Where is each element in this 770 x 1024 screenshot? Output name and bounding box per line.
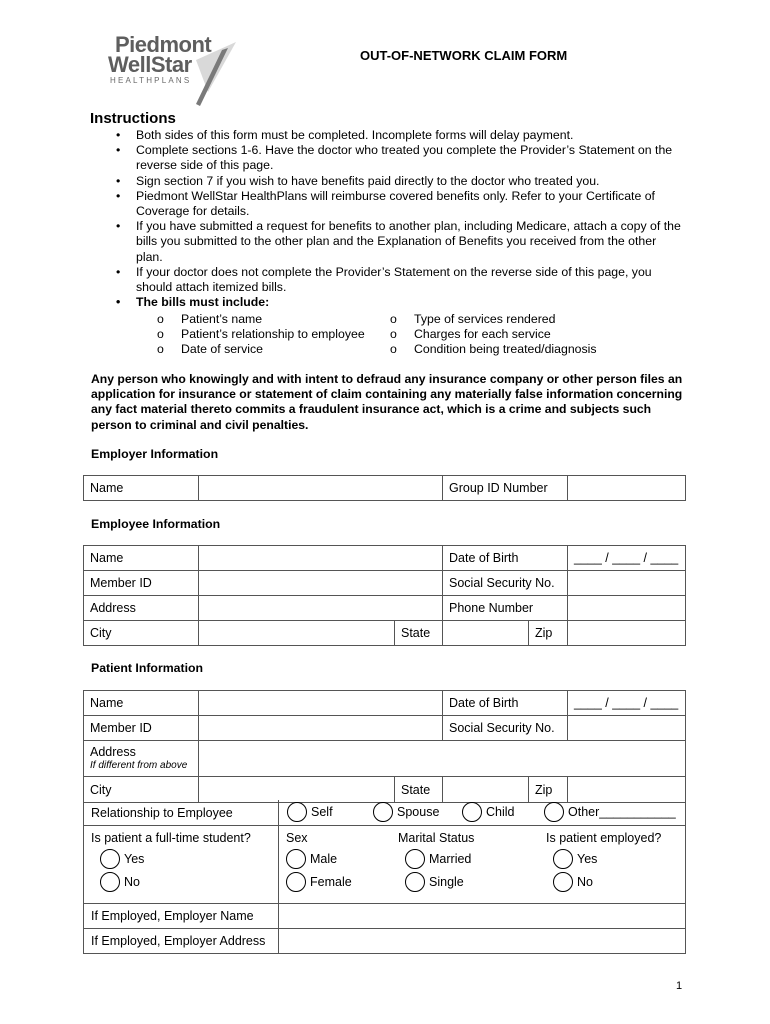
radio-circle[interactable]	[462, 802, 482, 822]
patient-name-field[interactable]	[199, 691, 443, 716]
sex-female-option[interactable]: Female	[286, 872, 352, 892]
patient-zip-label: Zip	[529, 777, 568, 803]
sub-bullet: o	[390, 342, 397, 357]
radio-circle[interactable]	[100, 872, 120, 892]
radio-circle[interactable]	[100, 849, 120, 869]
instructions-list	[116, 128, 686, 310]
employer-name-label: If Employed, Employer Name	[91, 909, 254, 923]
employee-address-label: Address	[84, 596, 199, 621]
patient-table	[83, 690, 686, 803]
instruction-item: • Complete sections 1-6. Have the doctor who treated you complete the Provider’s Statement on the reverse side of this page.	[116, 143, 686, 173]
patient-city-field[interactable]	[199, 777, 395, 803]
employee-city-field[interactable]	[199, 621, 395, 646]
patient-state-label: State	[395, 777, 443, 803]
employee-member-id-field[interactable]	[199, 571, 443, 596]
marital-married-option[interactable]: Married	[405, 849, 471, 869]
fraud-warning: Any person who knowingly and with intent to defraud any insurance company or other person files an application for insurance or statement of claim containing any materially false information concerning any fact material thereto commits a fraudulent insurance act, which is a crime and subjects such person to criminal and civil penalties.	[91, 372, 683, 432]
employed-no-option[interactable]: No	[553, 872, 593, 892]
relationship-other-option[interactable]: Other___________	[544, 802, 676, 822]
logo-text-piedmont: Piedmont	[115, 32, 212, 57]
patient-member-id-field[interactable]	[199, 716, 443, 741]
employer-name-label: Name	[84, 476, 199, 501]
employee-dob-field[interactable]: ____ / ____ / ____	[568, 546, 686, 571]
bill-item: Charges for each service	[414, 327, 551, 342]
bill-item: Condition being treated/diagnosis	[414, 342, 597, 357]
group-id-field[interactable]	[568, 476, 686, 501]
radio-circle[interactable]	[287, 802, 307, 822]
employer-table	[83, 475, 686, 501]
relationship-label: Relationship to Employee	[91, 806, 233, 820]
employee-state-label: State	[395, 621, 443, 646]
bill-item: Patient’s name	[181, 312, 263, 326]
employee-member-id-label: Member ID	[84, 571, 199, 596]
sub-bullet: o	[157, 312, 164, 326]
patient-ssn-label: Social Security No.	[443, 716, 568, 741]
employee-zip-field[interactable]	[568, 621, 686, 646]
patient-ssn-field[interactable]	[568, 716, 686, 741]
student-label: Is patient a full-time student?	[91, 831, 251, 845]
employee-phone-field[interactable]	[568, 596, 686, 621]
patient-heading: Patient Information	[91, 661, 204, 675]
marital-label: Marital Status	[398, 831, 475, 845]
radio-circle[interactable]	[286, 872, 306, 892]
employer-heading: Employer Information	[91, 447, 219, 461]
employee-heading: Employee Information	[91, 517, 221, 531]
bill-item: Type of services rendered	[414, 312, 556, 326]
bills-heading: • The bills must include:	[116, 295, 686, 310]
patient-address-label-text: Address	[90, 744, 136, 759]
instruction-item: • If your doctor does not complete the Provider’s Statement on the reverse side of this page, you should attach itemized bills.	[116, 265, 686, 295]
employee-dob-label: Date of Birth	[443, 546, 568, 571]
employee-table	[83, 545, 686, 646]
patient-dob-field[interactable]: ____ / ____ / ____	[568, 691, 686, 716]
employee-zip-label: Zip	[529, 621, 568, 646]
radio-circle[interactable]	[373, 802, 393, 822]
logo-text-wellstar: WellStar	[108, 52, 192, 77]
instruction-item: • Sign section 7 if you wish to have benefits paid directly to the doctor who treated you.	[116, 174, 686, 189]
instruction-item: • Piedmont WellStar HealthPlans will reimburse covered benefits only. Refer to your Certificate of Coverage for details.	[116, 189, 686, 219]
logo-text-healthplans: HEALTHPLANS	[110, 76, 192, 85]
divider	[278, 800, 279, 903]
sub-bullet: o	[390, 312, 397, 326]
employer-name-field[interactable]	[199, 476, 443, 501]
employed-yes-option[interactable]: Yes	[553, 849, 597, 869]
employee-phone-label: Phone Number	[443, 596, 568, 621]
employee-ssn-label: Social Security No.	[443, 571, 568, 596]
sub-bullet: o	[390, 327, 397, 342]
patient-address-field[interactable]	[199, 741, 686, 777]
patient-employer-name-field[interactable]	[279, 904, 685, 928]
radio-circle[interactable]	[405, 849, 425, 869]
patient-employer-address-field[interactable]	[279, 929, 685, 953]
radio-circle[interactable]	[553, 872, 573, 892]
relationship-self-option[interactable]: Self	[287, 802, 333, 822]
employee-city-label: City	[84, 621, 199, 646]
employee-address-field[interactable]	[199, 596, 443, 621]
patient-zip-field[interactable]	[568, 777, 686, 803]
bills-list-right	[390, 312, 597, 358]
employee-state-field[interactable]	[443, 621, 529, 646]
bills-list-left	[157, 312, 365, 358]
employer-address-label: If Employed, Employer Address	[91, 934, 266, 948]
radio-circle[interactable]	[553, 849, 573, 869]
page-number: 1	[676, 980, 683, 992]
employee-name-label: Name	[84, 546, 199, 571]
patient-address-label	[84, 741, 199, 777]
bill-item: Patient’s relationship to employee	[181, 327, 365, 342]
patient-city-label: City	[84, 777, 199, 803]
group-id-label: Group ID Number	[443, 476, 568, 501]
sub-bullet: o	[157, 342, 164, 357]
bill-item: Date of service	[181, 342, 264, 357]
relationship-spouse-option[interactable]: Spouse	[373, 802, 439, 822]
instructions-heading: Instructions	[90, 110, 176, 127]
radio-circle[interactable]	[286, 849, 306, 869]
employee-name-field[interactable]	[199, 546, 443, 571]
patient-member-id-label: Member ID	[84, 716, 199, 741]
sub-bullet: o	[157, 327, 164, 342]
patient-dob-label: Date of Birth	[443, 691, 568, 716]
patient-name-label: Name	[84, 691, 199, 716]
employed-label: Is patient employed?	[546, 831, 662, 845]
instruction-item: • If you have submitted a request for benefits to another plan, including Medicare, attach a copy of the bills you submitted to the other plan and the Explanation of Benefits you received from the other plan.	[116, 219, 686, 265]
student-yes-option[interactable]: Yes	[100, 849, 144, 869]
patient-state-field[interactable]	[443, 777, 529, 803]
divider	[83, 825, 686, 826]
form-title: OUT-OF-NETWORK CLAIM FORM	[360, 48, 568, 63]
radio-circle[interactable]	[544, 802, 564, 822]
relationship-child-option[interactable]: Child	[462, 802, 515, 822]
patient-address-note: If different from above	[90, 759, 188, 771]
student-no-option[interactable]: No	[100, 872, 140, 892]
instruction-item: • Both sides of this form must be completed. Incomplete forms will delay payment.	[116, 128, 686, 143]
marital-single-option[interactable]: Single	[405, 872, 464, 892]
sex-label: Sex	[286, 831, 308, 845]
employee-ssn-field[interactable]	[568, 571, 686, 596]
sex-male-option[interactable]: Male	[286, 849, 337, 869]
radio-circle[interactable]	[405, 872, 425, 892]
